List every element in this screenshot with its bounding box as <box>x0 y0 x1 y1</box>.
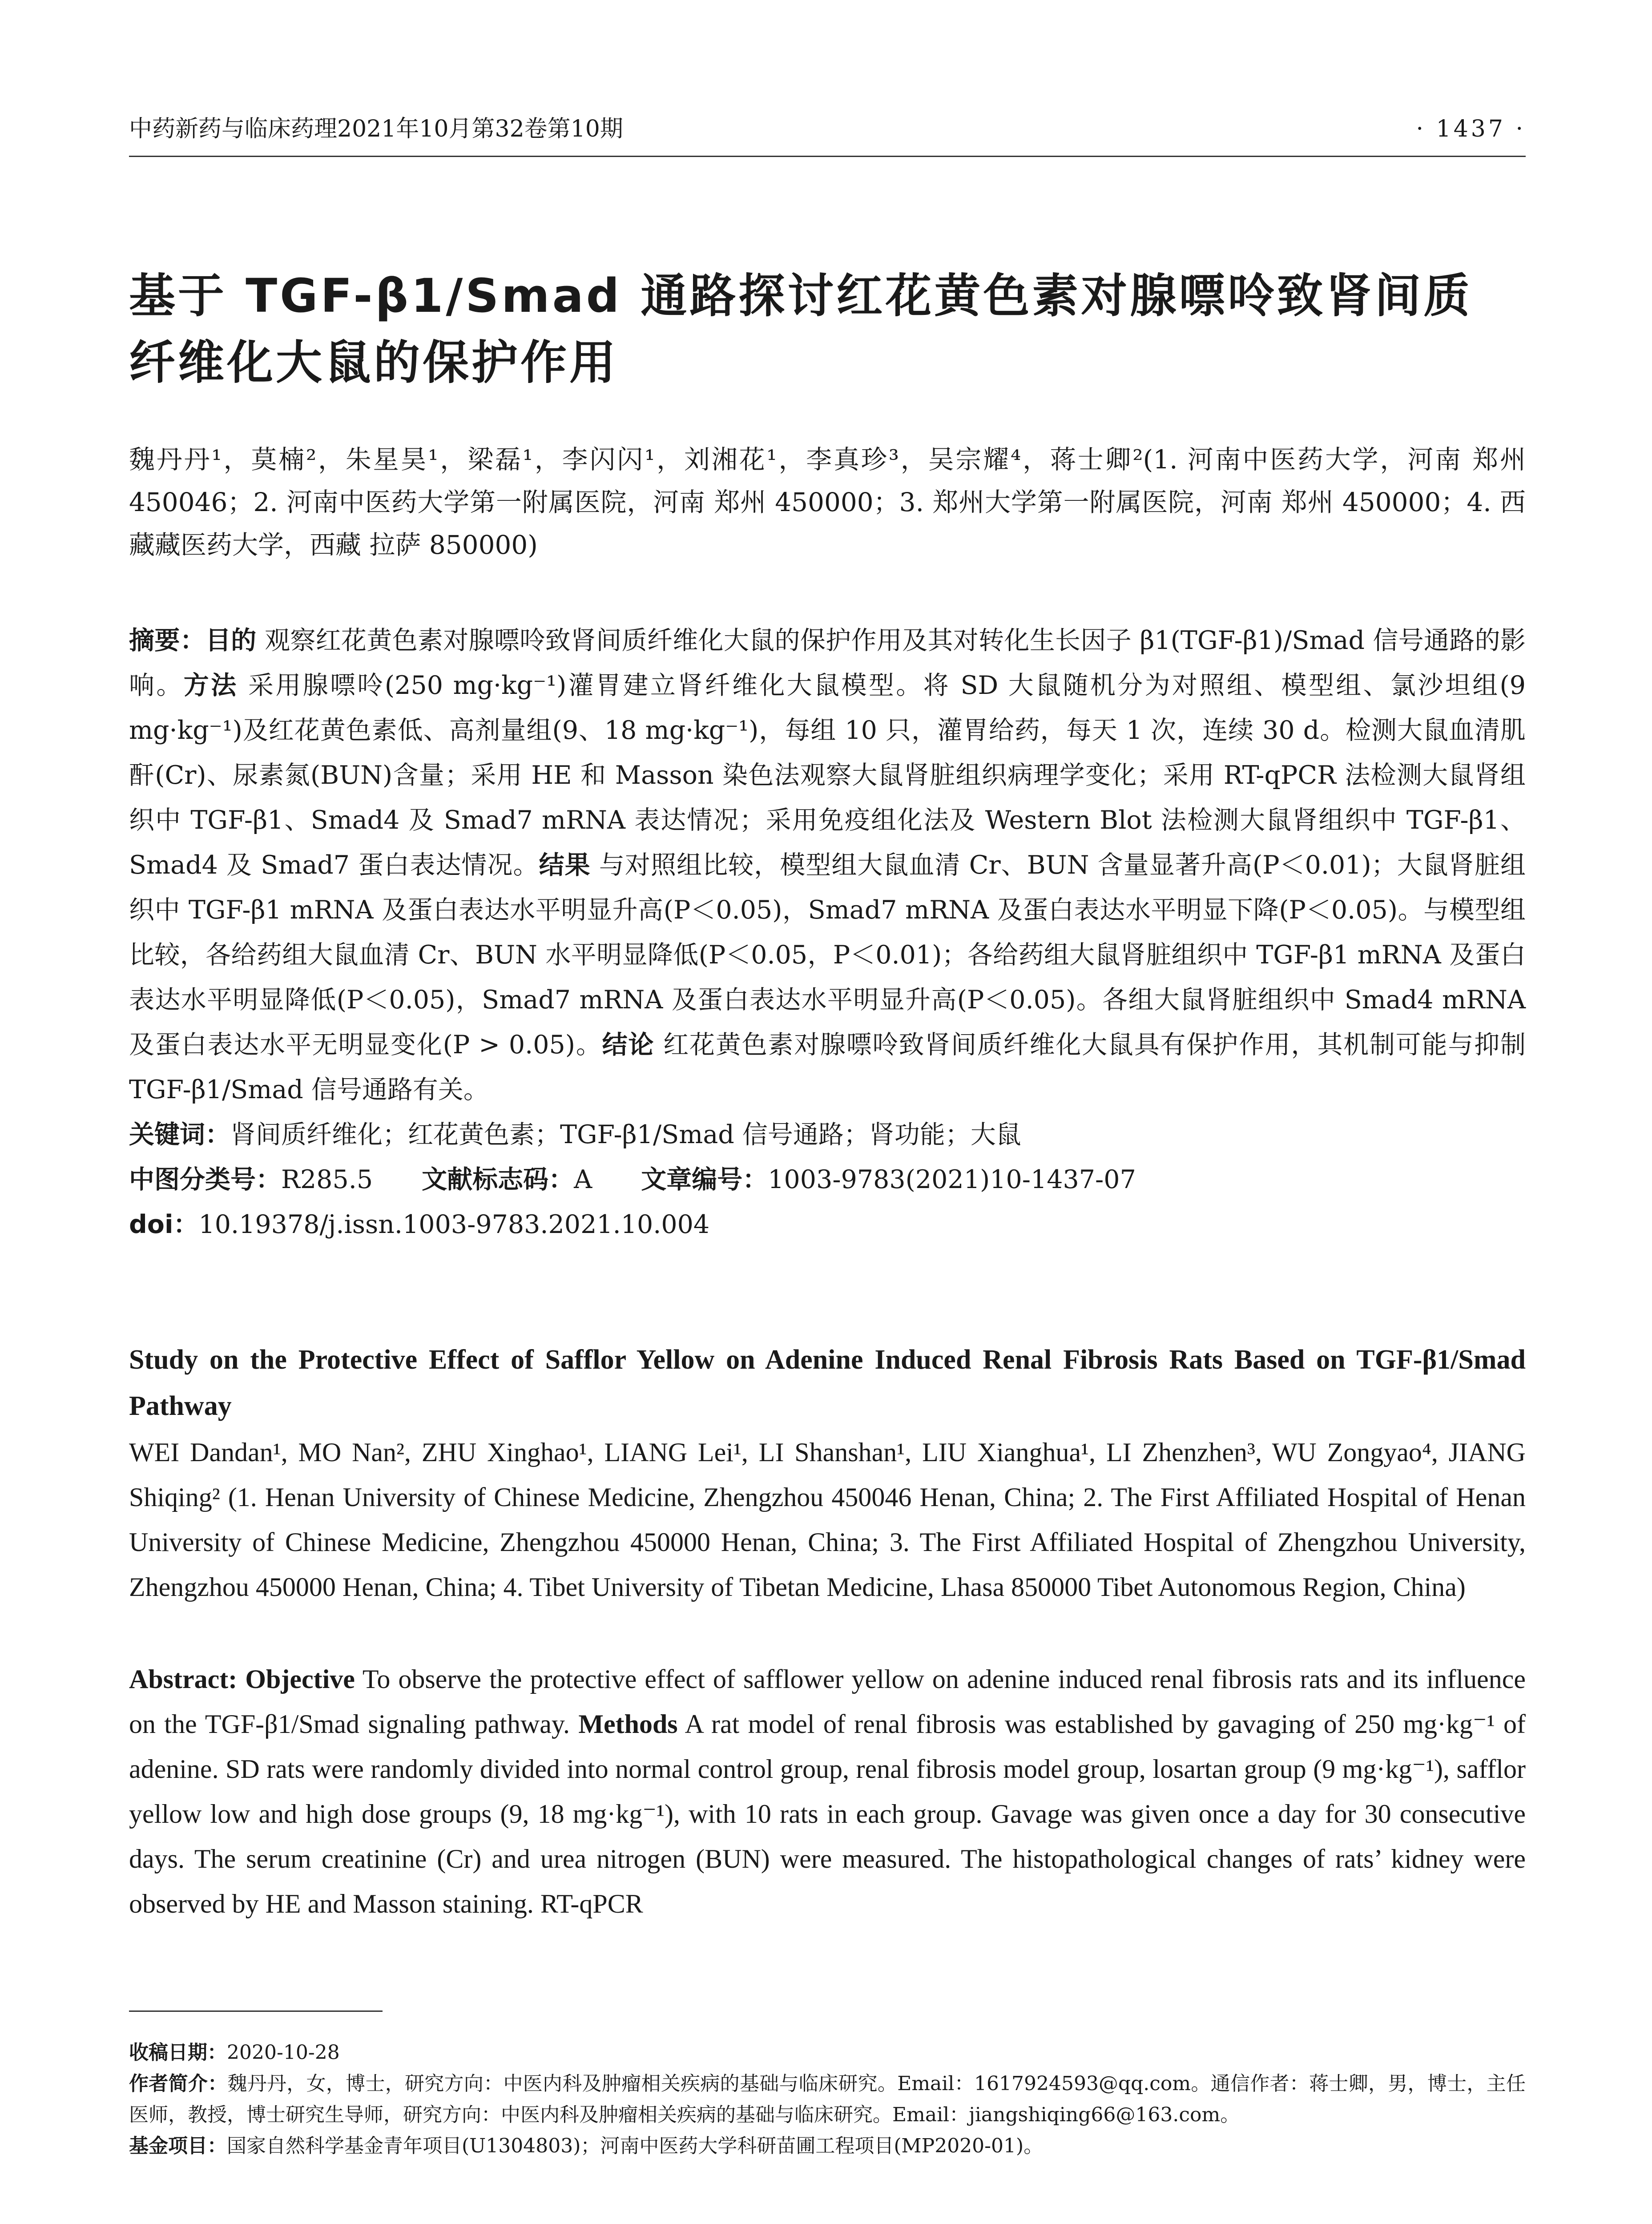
objective-en-label: Objective <box>245 1664 355 1694</box>
authors-chinese: 魏丹丹¹，莫楠²，朱星昊¹，梁磊¹，李闪闪¹，刘湘花¹，李真珍³，吴宗耀⁴，蒋士卿²(1. 河南中医药大学，河南 郑州 450046；2. 河南中医药大学第一附属医院，河南 郑州 450000；3. 郑州大学第一附属医院，河南 郑州 450000；4. 西藏藏医药大学，西藏 拉萨 850000) <box>129 444 1526 560</box>
doc-code-label: 文献标志码： <box>422 1165 574 1194</box>
fund-value: 国家自然科学基金青年项目(U1304803)；河南中医药大学科研苗圃工程项目(MP2020-01)。 <box>227 2135 1044 2157</box>
journal-name: 中药新药与临床药理2021年10月第32卷第10期 <box>129 116 623 142</box>
doi-line <box>129 1202 1526 1247</box>
footnote-rule <box>129 2010 383 2012</box>
abstract-english <box>129 1657 1526 1926</box>
keywords-line <box>129 1112 1526 1157</box>
title-chinese-line-2: 纤维化大鼠的保护作用 <box>129 335 619 390</box>
objective-text: 观察红花黄色素对腺嘌呤致肾间质纤维化大鼠的保护作用及其对转化生长因子 β1(TGF-β1)/Smad 信号通路的影响。 <box>129 626 1526 700</box>
methods-en-text: A rat model of renal fibrosis was established by gavaging of 250 mg·kg⁻¹ of adenine. SD rats were randomly divided into normal control group, renal fibrosis model group, losartan group (9 mg·kg⁻¹), safflor yellow low and high dose groups (9, 18 mg·kg⁻¹), with 10 rats in each group. Gavage was given once a day for 30 consecutive days. The serum creatinine (Cr) and urea nitrogen (BUN) were measured. The histopathological changes of rats’ kidney were observed by HE and Masson staining. RT-qPCR <box>129 1709 1526 1918</box>
keywords-value: 肾间质纤维化；红花黄色素；TGF-β1/Smad 信号通路；肾功能；大鼠 <box>230 1120 1021 1149</box>
objective-label: 目的 <box>205 626 257 655</box>
keywords-label: 关键词： <box>129 1120 230 1149</box>
title-chinese-line-1: 基于 TGF-β1/Smad 通路探讨红花黄色素对腺嘌呤致肾间质 <box>129 269 1473 323</box>
fund-label: 基金项目： <box>129 2135 227 2157</box>
doi-label: doi： <box>129 1210 199 1239</box>
abstract-label: 摘要： <box>129 626 205 655</box>
clc-label: 中图分类号： <box>129 1165 281 1194</box>
clc-value: R285.5 <box>281 1165 373 1194</box>
methods-text: 采用腺嘌呤(250 mg·kg⁻¹)灌胃建立肾纤维化大鼠模型。将 SD 大鼠随机分为对照组、模型组、氯沙坦组(9 mg·kg⁻¹)及红花黄色素低、高剂量组(9、18 mg·kg⁻¹)，每组 10 只，灌胃给药，每天 1 次，连续 30 d。检测大鼠血清肌酐(Cr)、尿素氮(BUN)含量；采用 HE 和 Masson 染色法观察大鼠肾脏组织病理学变化；采用 RT-qPCR 法检测大鼠肾组织中 TGF-β1、Smad4 及 Smad7 mRNA 表达情况；采用免疫组化法及 Western Blot 法检测大鼠肾组织中 TGF-β1、Smad4 及 Smad7 蛋白表达情况。 <box>129 671 1526 880</box>
received-date-note <box>129 2037 1526 2068</box>
authors-english: WEI Dandan¹, MO Nan², ZHU Xinghao¹, LIANG Lei¹, LI Shanshan¹, LIU Xianghua¹, LI Zhenzhen³, WU Zongyao⁴, JIANG Shiqing² (1. Henan University of Chinese Medicine, Zhengzhou 450046 Henan, China; 2. The First Affiliated Hospital of Henan University of Chinese Medicine, Zhengzhou 450000 Henan, China; 3. The First Affiliated Hospital of Zhengzhou University, Zhengzhou 450000 Henan, China; 4. Tibet University of Tibetan Medicine, Lhasa 850000 Tibet Autonomous Region, China) <box>129 1438 1526 1602</box>
methods-label: 方法 <box>183 671 238 700</box>
author-bio-value: 魏丹丹，女，博士，研究方向：中医内科及肿瘤相关疾病的基础与临床研究。Email：1617924593@qq.com。通信作者：蒋士卿，男，博士，主任医师，教授，博士研究生导师，研究方向：中医内科及肿瘤相关疾病的基础与临床研究。Email：jiangshiqing66@163.com。 <box>129 2072 1526 2126</box>
author-bio-note <box>129 2068 1526 2131</box>
page-number: · 1437 · <box>1416 116 1526 142</box>
article-number-label: 文章编号： <box>641 1165 768 1194</box>
doi-value: 10.19378/j.issn.1003-9783.2021.10.004 <box>198 1210 710 1239</box>
objective-en-text: To observe the protective effect of safflower yellow on adenine induced renal fibrosis rats and its influence on the TGF-β1/Smad signaling pathway. <box>129 1664 1526 1739</box>
received-label: 收稿日期： <box>129 2041 227 2064</box>
title-chinese <box>129 262 1526 396</box>
classification-line <box>129 1157 1526 1202</box>
abstract-en-label: Abstract: <box>129 1664 238 1694</box>
author-bio-label: 作者简介： <box>129 2072 228 2095</box>
fund-note <box>129 2131 1526 2162</box>
running-header <box>129 109 1526 149</box>
doc-code-value: A <box>574 1165 592 1194</box>
methods-en-label: Methods <box>578 1709 678 1739</box>
article-number-value: 1003-9783(2021)10-1437-07 <box>768 1165 1136 1194</box>
conclusion-label: 结论 <box>602 1030 655 1060</box>
results-text: 与对照组比较，模型组大鼠血清 Cr、BUN 含量显著升高(P＜0.01)；大鼠肾脏组织中 TGF-β1 mRNA 及蛋白表达水平明显升高(P＜0.05)，Smad7 mRNA 及蛋白表达水平明显下降(P＜0.05)。与模型组比较，各给药组大鼠血清 Cr、BUN 水平明显降低(P＜0.05，P＜0.01)；各给药组大鼠肾脏组织中 TGF-β1 mRNA 及蛋白表达水平明显降低(P＜0.05)，Smad7 mRNA 及蛋白表达水平明显升高(P＜0.05)。各组大鼠肾脏组织中 Smad4 mRNA 及蛋白表达水平无明显变化(P > 0.05)。 <box>129 850 1526 1060</box>
footnotes <box>129 2037 1526 2162</box>
header-rule <box>129 156 1526 157</box>
abstract-chinese <box>129 618 1526 1247</box>
results-label: 结果 <box>539 850 591 880</box>
abstract-chinese-body <box>129 618 1526 1112</box>
received-value: 2020-10-28 <box>227 2041 340 2064</box>
conclusion-text: 红花黄色素对腺嘌呤致肾间质纤维化大鼠具有保护作用，其机制可能与抑制 TGF-β1/Smad 信号通路有关。 <box>129 1030 1526 1104</box>
title-english: Study on the Protective Effect of Safflor Yellow on Adenine Induced Renal Fibrosis Rats Based on TGF-β1/Smad Pathway <box>129 1345 1526 1421</box>
